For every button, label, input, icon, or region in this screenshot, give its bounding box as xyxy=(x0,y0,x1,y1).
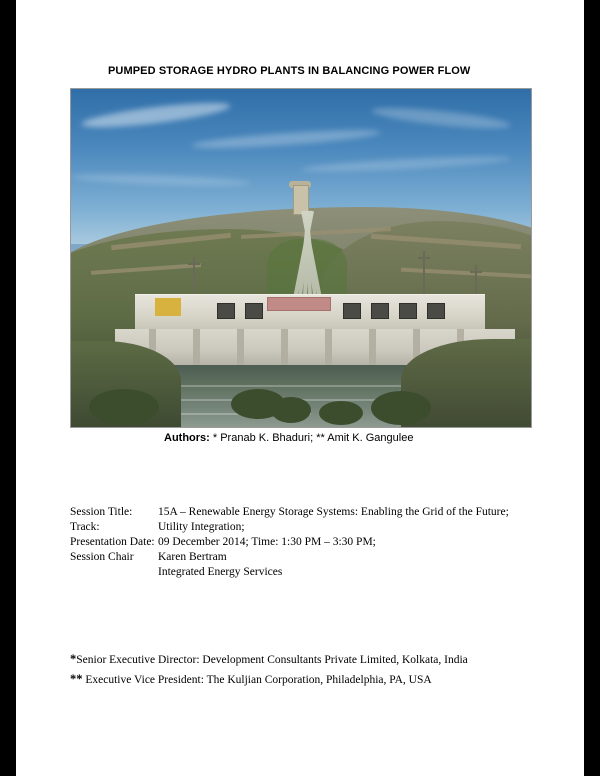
authors-label: Authors: xyxy=(164,432,210,444)
session-row xyxy=(70,520,570,535)
photo-switchyard-unit xyxy=(371,303,389,319)
photo-transmission-pylon xyxy=(193,257,195,299)
authors-line xyxy=(164,432,413,444)
footnote-marker: * xyxy=(70,652,77,666)
session-row xyxy=(70,565,570,580)
photo-penstocks xyxy=(267,211,343,299)
footnote-text: Executive Vice President: The Kuljian Corporation, Philadelphia, PA, USA xyxy=(82,674,432,686)
session-value: Integrated Energy Services xyxy=(158,566,283,578)
photo-switchyard-unit xyxy=(217,303,235,319)
session-value: Utility Integration; xyxy=(158,521,245,533)
footnote-item xyxy=(70,650,570,670)
session-label: Session Chair xyxy=(70,551,134,563)
session-label xyxy=(70,565,158,580)
photo-dam-pier xyxy=(369,329,376,365)
photo-dam-pier xyxy=(325,329,332,365)
photo-shrub xyxy=(89,389,159,425)
session-info-block xyxy=(70,505,570,580)
footnote-item xyxy=(70,670,570,690)
session-value: Karen Bertram xyxy=(158,551,227,563)
photo-red-building xyxy=(267,297,331,311)
session-row xyxy=(70,550,570,565)
photo-switchyard-unit xyxy=(245,303,263,319)
session-row xyxy=(70,535,570,550)
session-value: 15A – Renewable Energy Storage Systems: Enabling the Grid of the Future; xyxy=(158,506,509,518)
page-content xyxy=(16,0,584,776)
photo-shrub xyxy=(271,397,311,423)
photo-shrub xyxy=(371,391,431,425)
session-value: 09 December 2014; Time: 1:30 PM – 3:30 PM; xyxy=(158,536,376,548)
photo-shrub xyxy=(319,401,363,425)
authors-value: * Pranab K. Bhaduri; ** Amit K. Gangulee xyxy=(209,432,414,444)
session-label: Session Title: xyxy=(70,506,133,518)
document-page xyxy=(16,0,584,776)
photo-dam-pier xyxy=(281,329,288,365)
footnote-marker: ** xyxy=(70,672,83,686)
photo-transmission-pylon xyxy=(423,251,425,299)
photo-switchyard-unit xyxy=(427,303,445,319)
page-title: PUMPED STORAGE HYDRO PLANTS IN BALANCING POWER FLOW xyxy=(108,65,471,77)
hero-photograph xyxy=(70,88,532,428)
footnotes-block xyxy=(70,650,570,690)
photo-switchyard-unit xyxy=(399,303,417,319)
photo-dam-pier xyxy=(237,329,244,365)
photo-switchyard-unit xyxy=(343,303,361,319)
photo-yellow-structure xyxy=(155,298,181,316)
footnote-text: Senior Executive Director: Development Consultants Private Limited, Kolkata, India xyxy=(76,654,468,666)
session-label: Track: xyxy=(70,521,100,533)
session-row xyxy=(70,505,570,520)
photo-dam-pier xyxy=(193,329,200,365)
session-label: Presentation Date: xyxy=(70,536,155,548)
